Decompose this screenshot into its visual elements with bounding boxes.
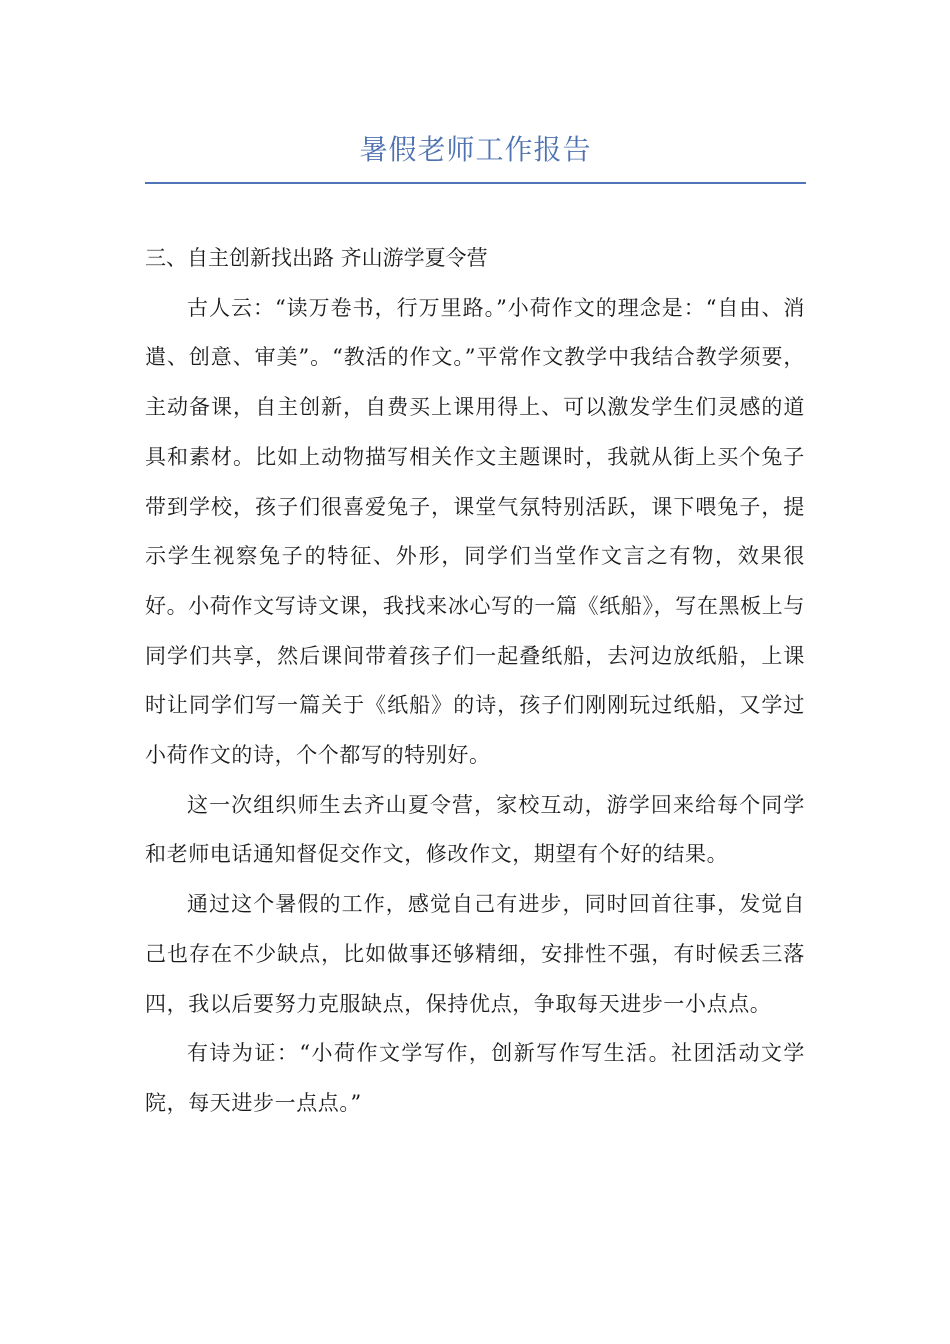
- section-heading: 三、自主创新找出路 齐山游学夏令营: [145, 246, 488, 270]
- paragraph-4: 有诗为证：“小荷作文学写作，创新写作写生活。社团活动文学院，每天进步一点点。”: [145, 1041, 805, 1115]
- document-title: 暑假老师工作报告: [359, 133, 592, 166]
- document-header: [145, 128, 806, 184]
- paragraph-1: 古人云：“读万卷书，行万里路。”小荷作文的理念是：“自由、消遣、创意、审美”。“教活的作文。”平常作文教学中我结合教学须要，主动备课，自主创新，自费买上课用得上、可以激发学生们灵感的道具和素材。比如上动物描写相关作文主题课时，我就从街上买个兔子带到学校，孩子们很喜爱兔子，课堂气氛特别活跃，课下喂兔子，提示学生视察兔子的特征、外形，同学们当堂作文言之有物，效果很好。小荷作文写诗文课，我找来冰心写的一篇《纸船》，写在黑板上与同学们共享，然后课间带着孩子们一起叠纸船，去河边放纸船，上课时让同学们写一篇关于《纸船》的诗，孩子们刚刚玩过纸船，又学过小荷作文的诗，个个都写的特别好。: [145, 295, 805, 768]
- paragraph-2: 这一次组织师生去齐山夏令营，家校互动，游学回来给每个同学和老师电话通知督促交作文，修改作文，期望有个好的结果。: [145, 792, 805, 867]
- paragraph-3: 通过这个暑假的工作，感觉自己有进步，同时回首往事，发觉自己也存在不少缺点，比如做事还够精细，安排性不强，有时候丢三落四，我以后要努力克服缺点，保持优点，争取每天进步一小点点。: [145, 892, 805, 1016]
- document-body: [145, 234, 805, 1129]
